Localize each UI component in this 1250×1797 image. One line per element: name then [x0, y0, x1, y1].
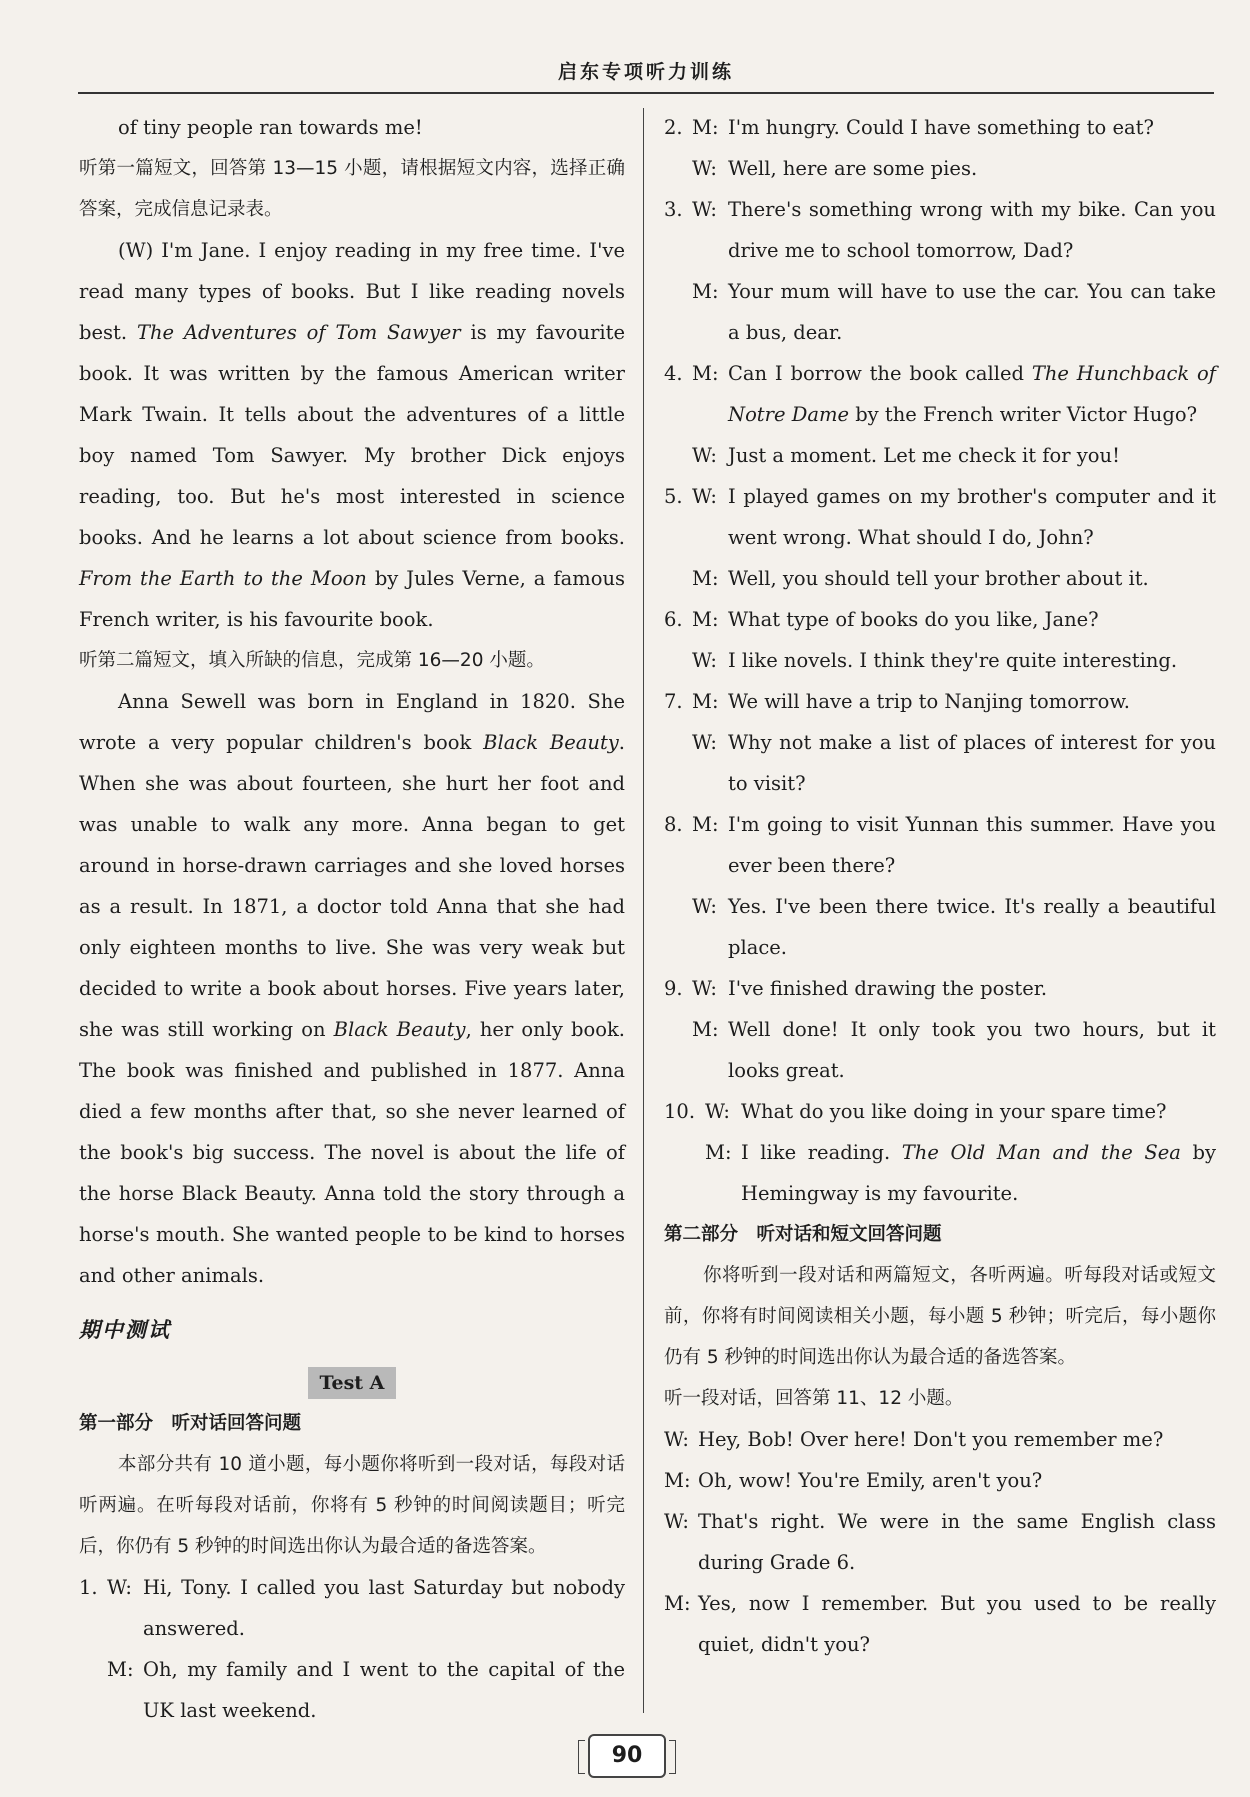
speaker: M: — [692, 608, 719, 631]
section-heading: 期中测试 — [79, 1318, 171, 1342]
dialogue-line — [664, 107, 1216, 148]
speaker: W: — [692, 649, 717, 672]
speaker: M: — [692, 280, 719, 303]
dialogue-line — [664, 1419, 1216, 1460]
speaker: M: — [692, 1018, 719, 1041]
speaker: W: — [692, 157, 717, 180]
dialogue-text-part: I like reading. — [741, 1141, 891, 1164]
dialogue-line — [79, 1649, 625, 1731]
speaker: W: — [107, 1576, 132, 1599]
dialogue-text: I've finished drawing the poster. — [728, 977, 1048, 1000]
passage-paragraph — [79, 230, 625, 640]
right-column — [664, 107, 1216, 1665]
dialogue-text: Well, you should tell your brother about it. — [728, 567, 1149, 590]
question-number: 3. — [664, 198, 683, 221]
dialogue-line — [664, 968, 1216, 1009]
dialogue-text: Oh, my family and I went to the capital of the UK last weekend. — [143, 1658, 625, 1722]
book-title: The Old Man and the Sea — [901, 1141, 1181, 1164]
dialogue-text: Yes, now I remember. But you used to be really quiet, didn't you? — [698, 1592, 1216, 1656]
passage-text: . When she was about fourteen, she hurt her foot and was unable to walk any more. Anna began to get around in horse-drawn carriages and she loved horses as a result. In 1871, a doctor told Anna that she had only eighteen months to live. She was very weak but decided to write a book about horses. Five years later, she was still working on — [79, 731, 625, 1041]
book-title: Black Beauty — [333, 1018, 466, 1041]
dialogue-line — [664, 1132, 1216, 1214]
speaker: M: — [692, 813, 719, 836]
passage-paragraph — [79, 681, 625, 1296]
passage-text: (W) I'm Jane. I enjoy reading in my free time. I've read many types of books. But I like reading novels best. — [79, 239, 625, 344]
dialogue-line — [664, 271, 1216, 353]
speaker: W: — [692, 198, 717, 221]
test-label: Test A — [308, 1367, 397, 1399]
part-heading: 第一部分 听对话回答问题 — [79, 1413, 302, 1434]
dialogue-line — [664, 1091, 1216, 1132]
dialogue-text — [728, 353, 1216, 435]
question-number: 9. — [664, 977, 683, 1000]
dialogue-text: Well done! It only took you two hours, but it looks great. — [728, 1018, 1216, 1082]
passage-text: is my favourite book. It was written by the famous American writer Mark Twain. It tells about the adventures of a little boy named Tom Sawyer. My brother Dick enjoys reading, too. But he's most interested in science books. And he learns a lot about science from books. — [79, 321, 626, 549]
question-number: 2. — [664, 116, 683, 139]
book-title: The Hunchback of Notre Dame — [728, 362, 1216, 426]
speaker: W: — [692, 485, 717, 508]
dialogue-line — [664, 1583, 1216, 1665]
dialogue-text-part: by the French writer Victor Hugo? — [855, 403, 1198, 426]
dialogue-text: There's something wrong with my bike. Can you drive me to school tomorrow, Dad? — [728, 198, 1216, 262]
dialogue-text-part: by Hemingway is my favourite. — [741, 1141, 1216, 1205]
dialogue-line — [664, 189, 1216, 271]
dialogue-line — [79, 1567, 625, 1649]
speaker: W: — [692, 731, 717, 754]
question-number: 4. — [664, 362, 683, 385]
speaker: M: — [692, 567, 719, 590]
dialogue-text: We will have a trip to Nanjing tomorrow. — [728, 690, 1130, 713]
dialogue-line — [664, 558, 1216, 599]
dialogue-line — [664, 681, 1216, 722]
speaker: W: — [664, 1510, 689, 1533]
dialogue-line — [664, 476, 1216, 558]
dialogue-text: Hi, Tony. I called you last Saturday but nobody answered. — [143, 1576, 625, 1640]
column-divider — [643, 108, 644, 1713]
dialogue-text — [741, 1132, 1216, 1214]
dialogue-text-part: Can I borrow the book called — [728, 362, 1024, 385]
question-number: 1. — [79, 1576, 98, 1599]
dialogue-text: I played games on my brother's computer and it went wrong. What should I do, John? — [728, 485, 1216, 549]
dialogue-text: Your mum will have to use the car. You can take a bus, dear. — [728, 280, 1216, 344]
listening-instruction: 听第一篇短文，回答第 13—15 小题，请根据短文内容，选择正确答案，完成信息记录表。 — [79, 158, 625, 220]
text-line: of tiny people ran towards me! — [118, 116, 423, 139]
dialogue-line — [664, 1009, 1216, 1091]
dialogue-text: Just a moment. Let me check it for you! — [728, 444, 1120, 467]
dialogue-line — [664, 804, 1216, 886]
dialogue-line — [664, 640, 1216, 681]
dialogue-line — [664, 722, 1216, 804]
speaker: W: — [692, 895, 717, 918]
book-title: Black Beauty — [483, 731, 619, 754]
part-description: 你将听到一段对话和两篇短文，各听两遍。听每段对话或短文前，你将有时间阅读相关小题，每小题 5 秒钟；听完后，每小题你仍有 5 秒钟的时间选出你认为最合适的备选答案。 — [664, 1265, 1216, 1368]
dialogue-text: That's right. We were in the same English class during Grade 6. — [698, 1510, 1216, 1574]
book-title: From the Earth to the Moon — [79, 567, 367, 590]
passage-text: Anna Sewell was born in England in 1820. She wrote a very popular children's book — [79, 690, 625, 754]
dialogue-line — [664, 1460, 1216, 1501]
page-header — [78, 44, 1214, 94]
dialogue-text: Why not make a list of places of interest for you to visit? — [728, 731, 1216, 795]
passage-text: by Jules Verne, a famous French writer, is his favourite book. — [79, 567, 626, 631]
book-title: The Adventures of Tom Sawyer — [136, 321, 461, 344]
header-title: 启东专项听力训练 — [557, 61, 734, 83]
page-number: 90 — [588, 1734, 666, 1778]
speaker: W: — [692, 444, 717, 467]
dialogue-line — [664, 435, 1216, 476]
speaker: W: — [705, 1100, 730, 1123]
listening-instruction: 听第二篇短文，填入所缺的信息，完成第 16—20 小题。 — [79, 650, 545, 671]
passage-text: , her only book. The book was finished and published in 1877. Anna died a few months after that, so she never learned of the book's big success. The novel is about the life of the horse Black Beauty. Anna told the story through a horse's mouth. She wanted people to be kind to horses and other animals. — [79, 1018, 625, 1287]
dialogue-line — [664, 353, 1216, 435]
question-number: 5. — [664, 485, 683, 508]
speaker: M: — [705, 1141, 732, 1164]
speaker: M: — [692, 362, 719, 385]
question-number: 6. — [664, 608, 683, 631]
question-number: 8. — [664, 813, 683, 836]
dialogue-text: I like novels. I think they're quite interesting. — [728, 649, 1178, 672]
listening-instruction: 听一段对话，回答第 11、12 小题。 — [664, 1388, 964, 1409]
dialogue-line — [664, 148, 1216, 189]
dialogue-text: I'm hungry. Could I have something to eat? — [728, 116, 1154, 139]
dialogue-text: What type of books do you like, Jane? — [728, 608, 1099, 631]
dialogue-text: What do you like doing in your spare time? — [741, 1100, 1167, 1123]
question-number: 7. — [664, 690, 683, 713]
speaker: M: — [664, 1592, 691, 1615]
dialogue-line — [664, 886, 1216, 968]
speaker: M: — [107, 1658, 134, 1681]
speaker: M: — [664, 1469, 691, 1492]
speaker: W: — [692, 977, 717, 1000]
speaker: W: — [664, 1428, 689, 1451]
dialogue-text: Yes. I've been there twice. It's really a beautiful place. — [728, 895, 1216, 959]
left-column — [79, 107, 625, 1731]
dialogue-text: I'm going to visit Yunnan this summer. Have you ever been there? — [728, 813, 1216, 877]
speaker: M: — [692, 690, 719, 713]
dialogue-text: Hey, Bob! Over here! Don't you remember me? — [698, 1428, 1164, 1451]
dialogue-text: Well, here are some pies. — [728, 157, 978, 180]
question-number: 10. — [664, 1100, 696, 1123]
part-description: 本部分共有 10 道小题，每小题你将听到一段对话，每段对话听两遍。在听每段对话前，你将有 5 秒钟的时间阅读题目；听完后，你仍有 5 秒钟的时间选出你认为最合适的备选答案。 — [79, 1454, 625, 1557]
part-heading: 第二部分 听对话和短文回答问题 — [664, 1224, 942, 1245]
dialogue-text: Oh, wow! You're Emily, aren't you? — [698, 1469, 1043, 1492]
speaker: M: — [692, 116, 719, 139]
dialogue-line — [664, 599, 1216, 640]
dialogue-line — [664, 1501, 1216, 1583]
test-label-box — [79, 1365, 625, 1401]
